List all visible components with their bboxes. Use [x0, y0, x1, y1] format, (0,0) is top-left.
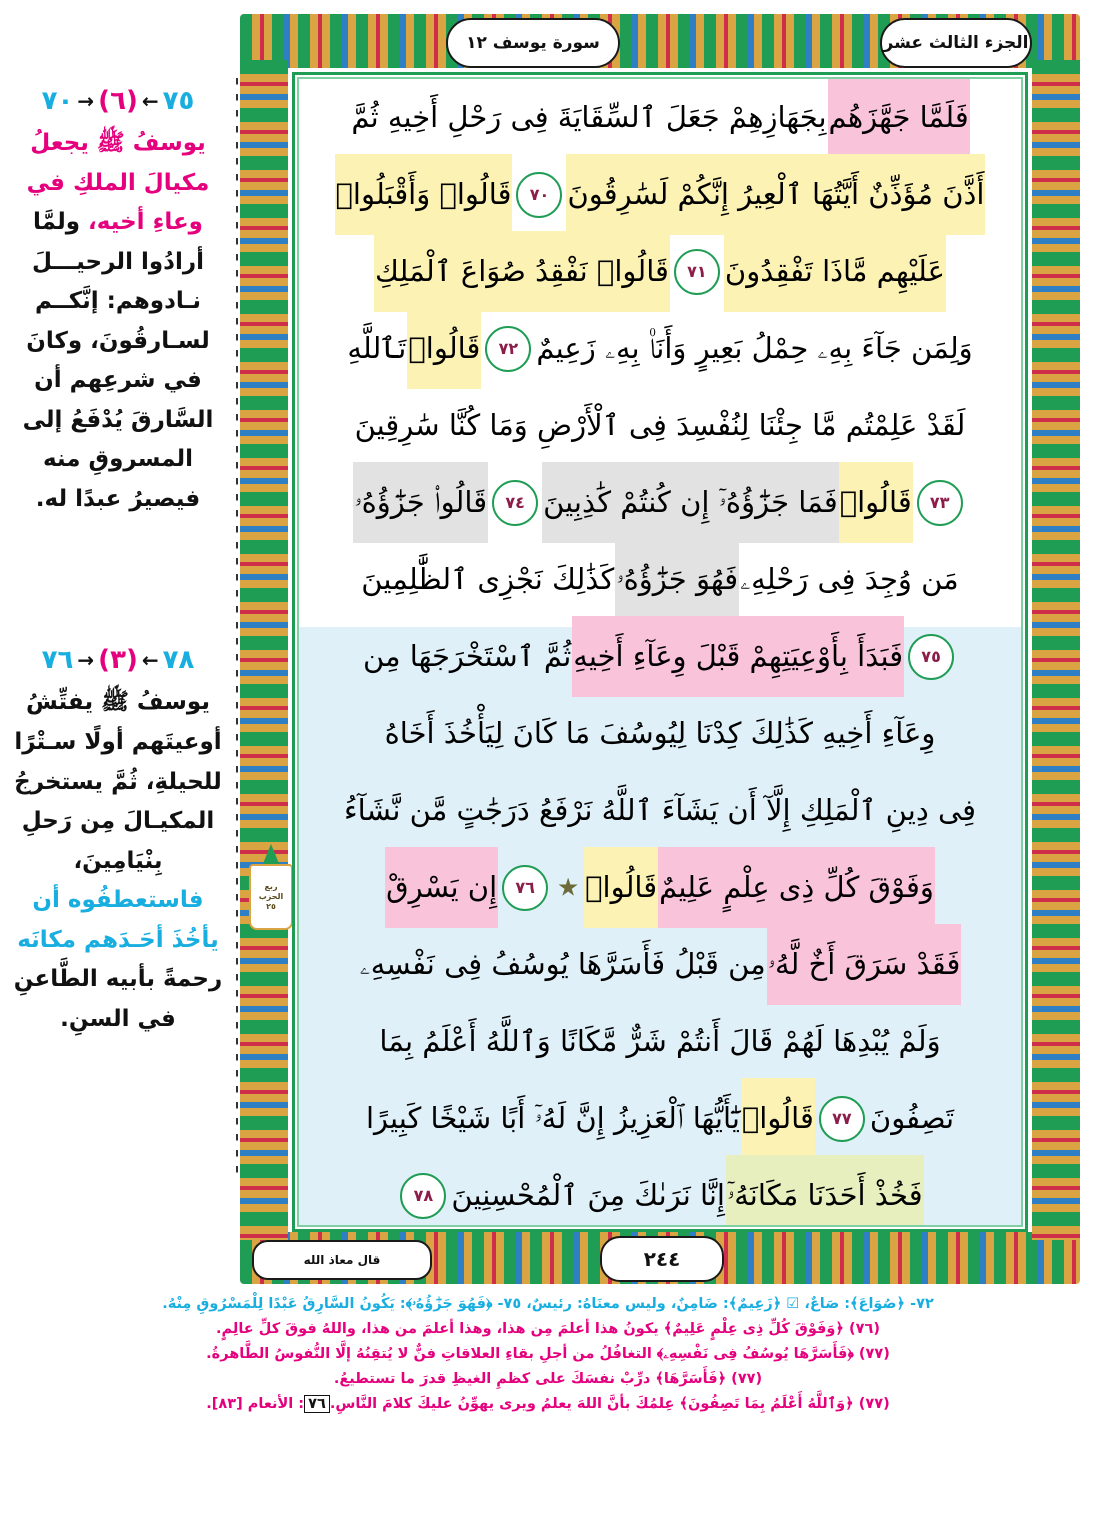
ayah-number-marker: ٧١ [674, 249, 720, 295]
quran-line [299, 541, 1021, 618]
commentary-text-black: رحمةً بأبيه الطَّاعنِ في السنِ. [13, 966, 223, 1032]
ayah-range-count: (٣) [98, 645, 138, 676]
quran-line [299, 310, 1021, 387]
hizb-marker-body [249, 864, 293, 930]
quran-line [299, 772, 1021, 849]
quran-line [299, 1080, 1021, 1157]
hizb-marker-line2: الحزب [258, 892, 284, 901]
quran-text-segment: قَالُوا۟ [584, 847, 658, 928]
hizb-marker-line3: ٢٥ [266, 902, 276, 911]
quran-text-area [299, 79, 1021, 1225]
ruku-star-icon [558, 878, 578, 898]
quran-text-segment: قَالُوا۟ [741, 1078, 815, 1159]
hizb-marker-line1: ربع [264, 882, 278, 891]
quran-text-segment: فَقَدْ سَرَقَ أَخٌ لَّهُۥ [767, 924, 962, 1005]
commentary-block [0, 78, 236, 519]
surah-title-cartouche: سورة يوسف ١٢ [446, 18, 620, 68]
quran-text-segment: فَخُذْ أَحَدَنَا مَكَانَهُۥٓ [726, 1155, 924, 1225]
quran-text-segment: فَمَا جَزَٰٓؤُهُۥٓ إِن كُنتُمْ كَٰذِبِينَ [542, 462, 839, 543]
quran-text-segment: كَذَٰلِكَ نَجْزِى ٱلظَّٰلِمِينَ [361, 562, 615, 596]
footnote-index: (٧٧) [726, 1370, 763, 1387]
left-ornamental-border [240, 60, 288, 1240]
arrow-right-icon: → [77, 648, 95, 673]
hizb-quarter-marker [248, 820, 294, 930]
quran-text-segment: وَلَمْ يُبْدِهَا لَهُمْ قَالَ أَنتُمْ شَرٌّ مَّكَانًا وَٱللَّهُ أَعْلَمُ بِمَا [379, 1024, 941, 1058]
footnote-text: ﴿وَٱللَّهُ أَعْلَمُ بِمَا تَصِفُونَ﴾ عِلمُكَ بأنَّ اللهَ يعلمُ ويرى يهوِّنُ عليكَ كلامَ النَّاسِ. [329, 1395, 854, 1412]
juz-title-cartouche: الجزء الثالث عشر [880, 18, 1032, 68]
ayah-number-marker: ٧٠ [516, 172, 562, 218]
ayah-number-marker: ٧٢ [485, 326, 531, 372]
ayah-range-indicator [0, 78, 236, 124]
footnote-line [16, 1317, 1080, 1342]
ayah-range-end: ٧٨ [162, 645, 195, 676]
right-ornamental-border [1032, 60, 1080, 1240]
ayah-number-marker: ٧٧ [819, 1096, 865, 1142]
quran-text-segment: عَلَيْهِم مَّاذَا تَفْقِدُونَ [724, 231, 946, 312]
footnote-text: ﴿فَأَسَرَّهَا﴾ درِّبْ نفسَكَ على كظمِ الغيظِ قدرَ ما تستطيعُ. [333, 1370, 727, 1387]
quran-text-segment: قَالُوا۟ [839, 462, 913, 543]
commentary-text [0, 124, 236, 519]
quran-text-segment: لَقَدْ عَلِمْتُم مَّا جِئْنَا لِنُفْسِدَ فِى ٱلْأَرْضِ وَمَا كُنَّا سَٰرِقِينَ [354, 408, 966, 442]
commentary-text-black: ولمَّا أرادُوا الرحيـــلَ نـادوهم: إنَّكــم لسـارقُونَ، وكانَ في شرعِهم أن السَّارقَ يُدْفَعُ إلى المسروقِ منه فيصيرُ عبدًا له. [22, 209, 214, 512]
quran-text-segment: إِن يَسْرِقْ [385, 847, 498, 928]
arrow-right-icon: → [77, 89, 95, 113]
ayah-number-marker: ٧٥ [908, 634, 954, 680]
footnote-line [16, 1342, 1080, 1367]
footnote-text: ٧٦ [304, 1395, 330, 1413]
quran-line [299, 464, 1021, 541]
quran-text-segment: تَٱللَّهِ [347, 331, 407, 365]
footnote-text: ﴿صُوَاعَ﴾: صَاعٌ، ☑ ﴿زَعِيمٌ﴾: ضَامِنٌ، وليس معنَاهُ: رئيسٌ، ٧٥- ﴿فَهُوَ جَزَٰٓؤُهُۥ﴾: يَكُونُ السَّارِقُ عَبْدًا لِلْمَسْرُوقِ مِنْهُ. [162, 1296, 906, 1312]
ayah-number-marker: ٧٨ [400, 1173, 446, 1219]
quran-line [299, 1157, 1021, 1225]
quran-line [299, 156, 1021, 233]
quran-text-segment: فَهُوَ جَزَٰٓؤُهُۥ [615, 539, 739, 620]
quran-lines-container [299, 79, 1021, 1225]
ayah-number-marker: ٧٤ [492, 480, 538, 526]
footnote-index: (٧٦) [843, 1320, 880, 1337]
quran-line [299, 79, 1021, 156]
quran-text-segment: إِنَّا نَرَىٰكَ مِنَ ٱلْمُحْسِنِينَ [451, 1178, 725, 1212]
ayah-range-end: ٧٥ [162, 86, 195, 116]
quran-text-segment: يَٰٓأَيُّهَا ٱلْعَزِيزُ إِنَّ لَهُۥٓ أَبًا شَيْخًا كَبِيرًا [365, 1101, 740, 1135]
footnote-text: : الأنعام [٨٣]. [206, 1395, 305, 1412]
ayah-number-marker: ٧٦ [502, 865, 548, 911]
footnote-text: ﴿وَفَوْقَ كُلِّ ذِى عِلْمٍ عَلِيمٌ﴾ يكونُ هذا أعلمَ مِن هذا، وهذا أعلمَ من هذا، واللهُ فوقَ كلِّ عالِمٍ. [216, 1320, 844, 1337]
quran-text-segment: قَالُوا۟ وَأَقْبَلُوا۟ [335, 154, 513, 235]
quran-line [299, 926, 1021, 1003]
quran-line [299, 387, 1021, 464]
quran-text-segment: وَفَوْقَ كُلِّ ذِى عِلْمٍ عَلِيمٌ [658, 847, 935, 928]
ayah-range-start: ٧٠ [41, 86, 74, 116]
ayah-range-indicator [0, 637, 236, 683]
footnote-line [16, 1367, 1080, 1392]
commentary-text [0, 683, 236, 1039]
quran-text-segment: فَلَمَّا جَهَّزَهُم [828, 79, 970, 158]
quran-line [299, 695, 1021, 772]
quran-line [299, 849, 1021, 926]
arrow-left-icon: ← [141, 89, 159, 113]
ayah-number-marker: ٧٣ [917, 480, 963, 526]
quran-text-segment: فِى دِينِ ٱلْمَلِكِ إِلَّآ أَن يَشَآءَ ٱللَّهُ نَرْفَعُ دَرَجَٰتٍ مَّن نَّشَآءُ [344, 793, 976, 827]
quran-text-segment: وِعَآءِ أَخِيهِ كَذَٰلِكَ كِدْنَا لِيُوسُفَ مَا كَانَ لِيَأْخُذَ أَخَاهُ [384, 716, 936, 750]
quran-text-segment: قَالُوا۟ جَزَٰٓؤُهُۥ [353, 462, 488, 543]
quran-text-segment: قَالُوا۟ [407, 308, 481, 389]
footnote-text: ﴿فَأَسَرَّهَا يُوسُفُ فِى نَفْسِهِۦ﴾ التغافُلُ من أجلِ بقاءِ العلاقاتِ فنٌّ لا يُتقِنُهُ إلَّا النُّفوسُ الطَّاهرةُ. [206, 1345, 854, 1362]
page-number-cartouche: ٢٤٤ [600, 1236, 724, 1282]
commentary-text-blue: فاستعطفُوه أن يأخُذَ أحَـدَهم مكانَه [17, 887, 219, 953]
quran-text-segment: مَن وُجِدَ فِى رَحْلِهِۦ [740, 562, 959, 596]
quran-line [299, 1003, 1021, 1080]
quran-line [299, 233, 1021, 310]
footnote-line [16, 1392, 1080, 1417]
quran-line [299, 618, 1021, 695]
quran-text-segment: أَذَّنَ مُؤَذِّنٌ أَيَّتُهَا ٱلْعِيرُ إِنَّكُمْ لَسَٰرِقُونَ [566, 154, 985, 235]
quran-text-segment: فَبَدَأَ بِأَوْعِيَتِهِمْ قَبْلَ وِعَآءِ أَخِيهِ [572, 616, 904, 697]
commentary-text-black: يوسفُ ﷺ يفتِّشُ أوعيتَهم أولًا سـتْرًا للحيلةِ، ثُمَّ يستخرجُ المكيـالَ مِن رَحلِ بِنْيَامِينَ، [14, 689, 222, 874]
footnote-index: (٧٧) [853, 1345, 890, 1362]
quran-text-segment: وَلِمَن جَآءَ بِهِۦ حِمْلُ بَعِيرٍ وَأَنَا۠ بِهِۦ زَعِيمٌ [536, 331, 973, 365]
quran-text-segment: قَالُوا۟ نَفْقِدُ صُوَاعَ ٱلْمَلِكِ [374, 231, 670, 312]
quran-text-segment: مِن قَبْلُ فَأَسَرَّهَا يُوسُفُ فِى نَفْسِهِۦ [359, 947, 766, 981]
footnote-index: (٧٧) [853, 1395, 890, 1412]
bottom-note-cartouche: قال معاذ الله [252, 1240, 432, 1280]
quran-text-segment: تَصِفُونَ [869, 1101, 955, 1135]
quran-text-frame [292, 72, 1028, 1232]
sidebar-divider [236, 78, 238, 1178]
commentary-text-pink: يوسفُ ﷺ يجعلُ مكيالَ الملكِ في وعاءِ أخيه، [26, 130, 210, 236]
commentary-sidebar [0, 78, 236, 1047]
footnotes-section [16, 1292, 1080, 1417]
arrow-left-icon: ← [141, 648, 159, 673]
commentary-block [0, 637, 236, 1039]
quran-text-segment: بِجَهَازِهِمْ جَعَلَ ٱلسِّقَايَةَ فِى رَحْلِ أَخِيهِ ثُمَّ [351, 100, 827, 134]
ayah-range-count: (٦) [98, 86, 138, 116]
quran-text-segment: ثُمَّ ٱسْتَخْرَجَهَا مِن [362, 639, 572, 673]
footnote-index: ٧٢- [905, 1296, 934, 1312]
ayah-range-start: ٧٦ [41, 645, 74, 676]
hizb-marker-finial [262, 844, 280, 866]
footnote-line [16, 1292, 1080, 1317]
